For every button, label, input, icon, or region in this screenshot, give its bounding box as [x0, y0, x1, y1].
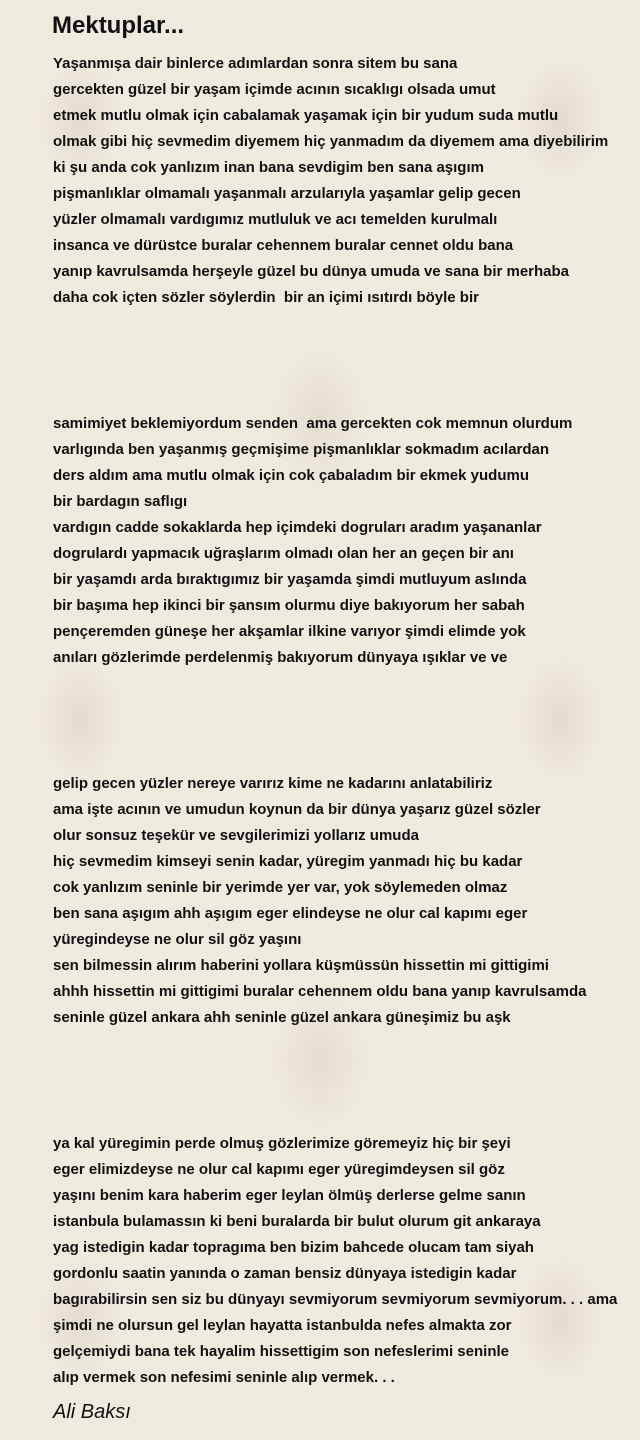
- poem-line: ahhh hissettin mi gittigimi buralar cehennem oldu bana yanıp kavrulsamda: [53, 983, 587, 1000]
- poem-line: ya kal yüregimin perde olmuş gözlerimize göremeyiz hiç bir şeyi: [53, 1135, 511, 1152]
- poem-line: pişmanlıklar olmamalı yaşanmalı arzularıyla yaşamlar gelip gecen: [53, 185, 521, 202]
- poem-title: Mektuplar...: [52, 12, 185, 39]
- poem-line: samimiyet beklemiyordum senden ama gercekten cok memnun olurdum: [53, 415, 573, 432]
- poem-line: varlıgında ben yaşanmış geçmişime pişmanlıklar sokmadım acılardan: [53, 441, 550, 458]
- poem-line: gordonlu saatin yanında o zaman bensiz dünyaya istedigin kadar: [53, 1265, 517, 1282]
- poem-line: bir bardagın saflıgı: [53, 493, 188, 510]
- poem-line: yüregindeyse ne olur sil göz yaşını: [53, 931, 302, 948]
- poem-line: gercekten güzel bir yaşam içimde acının sıcaklıgı olsada umut: [53, 81, 496, 98]
- stanza-3: [53, 771, 640, 1031]
- poem-line: etmek mutlu olmak için cabalamak yaşamak için bir yudum suda mutlu: [53, 107, 559, 124]
- poem-line: yaşını benim kara haberim eger leylan ölmüş derlerse gelme sanın: [53, 1187, 526, 1204]
- poem-line: eger elimizdeyse ne olur cal kapımı eger yüregimdeysen sil göz: [53, 1161, 505, 1178]
- poem-line: anıları gözlerimde perdelenmiş bakıyorum dünyaya ışıklar ve ve: [53, 649, 508, 666]
- poem-line: bir yaşamdı arda bıraktıgımız bir yaşamda şimdi mutluyum aslında: [53, 571, 527, 588]
- poem-line: bir başıma hep ikinci bir şansım olurmu diye bakıyorum her sabah: [53, 597, 525, 614]
- poem-line: ben sana aşıgım ahh aşıgım eger elindeyse ne olur cal kapımı eger: [53, 905, 528, 922]
- poem-line: gelçemiydi bana tek hayalim hissettigim son nefeslerimi seninle: [53, 1343, 509, 1360]
- poem-line: yüzler olmamalı vardıgımız mutluluk ve acı temelden kurulmalı: [53, 211, 498, 228]
- poem-line: bagırabilirsin sen siz bu dünyayı sevmiyorum sevmiyorum sevmiyorum. . . ama: [53, 1291, 618, 1308]
- poem-line: dogrulardı yapmacık uğraşlarım olmadı olan her an geçen bir anı: [53, 545, 514, 562]
- poem-line: olur sonsuz teşekür ve sevgilerimizi yollarız umuda: [53, 827, 419, 844]
- poem-line: alıp vermek son nefesimi seninle alıp vermek. . .: [53, 1369, 395, 1386]
- stanza-2: [53, 411, 640, 671]
- poem-line: daha cok içten sözler söylerdin bir an içimi ısıtırdı böyle bir: [53, 289, 479, 306]
- poem-line: yanıp kavrulsamda herşeyle güzel bu dünya umuda ve sana bir merhaba: [53, 263, 570, 280]
- poem-line: Yaşanmışa dair binlerce adımlardan sonra sitem bu sana: [53, 55, 458, 72]
- poem-line: seninle güzel ankara ahh seninle güzel ankara güneşimiz bu aşk: [53, 1009, 511, 1026]
- poem-line: pençeremden güneşe her akşamlar ilkine varıyor şimdi elimde yok: [53, 623, 526, 640]
- poem-line: sen bilmessin alırım haberini yollara küşmüssün hissettin mi gittigimi: [53, 957, 549, 974]
- poem-line: ders aldım ama mutlu olmak için cok çabaladım bir ekmek yudumu: [53, 467, 529, 484]
- poem-line: insanca ve dürüstce buralar cehennem buralar cennet oldu bana: [53, 237, 514, 254]
- stanza-4: [53, 1131, 640, 1391]
- poem-line: vardıgın cadde sokaklarda hep içimdeki dogruları aradım yaşananlar: [53, 519, 542, 536]
- poem-line: cok yanlızım seninle bir yerimde yer var, yok söylemeden olmaz: [53, 879, 508, 896]
- poem-line: istanbula bulamassın ki beni buralarda bir bulut olurum git ankaraya: [53, 1213, 541, 1230]
- poem-line: ama işte acının ve umudun koynun da bir dünya yaşarız güzel sözler: [53, 801, 541, 818]
- poem-author: Ali Baksı: [53, 1401, 131, 1423]
- poem-line: hiç sevmedim kimseyi senin kadar, yüregim yanmadı hiç bu kadar: [53, 853, 523, 870]
- poem-line: ki şu anda cok yanlızım inan bana sevdigim ben sana aşıgım: [53, 159, 484, 176]
- stanza-1: [53, 51, 640, 311]
- poem-line: gelip gecen yüzler nereye varırız kime ne kadarını anlatabiliriz: [53, 775, 493, 792]
- poem-line: olmak gibi hiç sevmedim diyemem hiç yanmadım da diyemem ama diyebilirim: [53, 133, 609, 150]
- poem-line: yag istedigin kadar topragıma ben bizim bahcede olucam tam siyah: [53, 1239, 534, 1256]
- poem-line: şimdi ne olursun gel leylan hayatta istanbulda nefes almakta zor: [53, 1317, 512, 1334]
